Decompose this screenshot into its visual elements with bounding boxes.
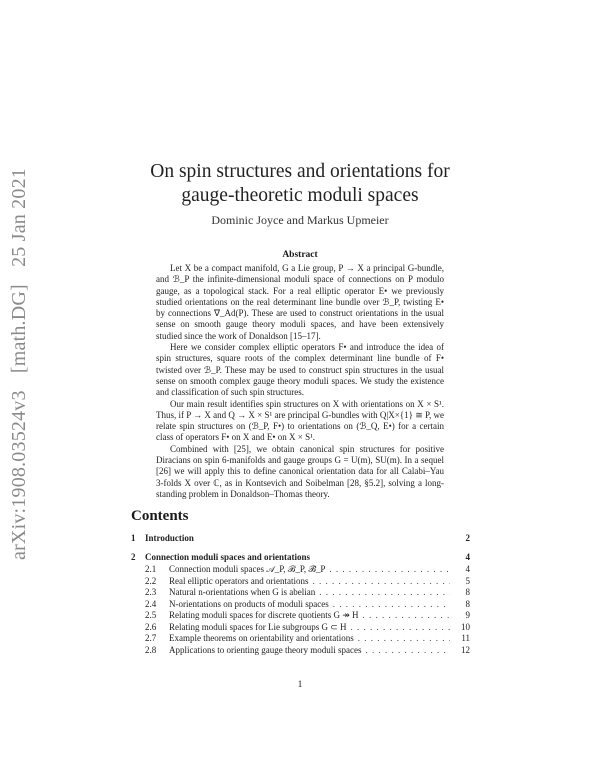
leader-dots (312, 576, 450, 586)
arxiv-stamp (8, 140, 31, 560)
toc-subsection-2-3[interactable]: 2.3 Natural n-orientations when G is abelian . . . 8 (131, 587, 470, 599)
title-line-2: gauge-theoretic moduli spaces (181, 185, 419, 206)
arxiv-date: 25 Jan 2021 (8, 168, 30, 267)
leader-dots (319, 587, 450, 597)
title-line-1: On spin structures and orientations for (150, 161, 450, 182)
toc-subsection-2-7[interactable]: 2.7 Example theorems on orientability and orientations . . . 11 (131, 633, 470, 645)
leader-dots (351, 622, 450, 632)
toc-subsection-2-5[interactable]: 2.5 Relating moduli spaces for discrete quotients G ↠ H . . . 9 (131, 610, 470, 622)
abstract-heading: Abstract (282, 250, 318, 260)
abstract-paragraph: Our main result identifies spin structures on X with orientations on X × S¹. Thus, if P → X and Q → X × S¹ are principal G-bundles with Q|X×{1} ≅ P, we relate spin structures on (ℬ_P, F•) to orientations on (ℬ_Q, E•) for a certain class of operators F• on X and E• on X × S¹. (156, 398, 444, 443)
toc-subsection-2-2[interactable]: 2.2 Real elliptic operators and orientations . . . 5 (131, 576, 470, 588)
toc-subsection-2-8[interactable]: 2.8 Applications to orienting gauge theory moduli spaces . . . 12 (131, 645, 470, 657)
abstract-body (156, 263, 444, 500)
toc-section-2[interactable]: 2 Connection moduli spaces and orientations 4 (131, 551, 470, 562)
leader-dots (329, 564, 450, 574)
toc-subsection-2-4[interactable]: 2.4 N-orientations on products of moduli spaces . . . 8 (131, 599, 470, 611)
toc-subsection-2-1[interactable]: 2.1 Connection moduli spaces 𝒜_P, ℬ_P, ℬ̄_P . . . 4 (131, 564, 470, 576)
page-number: 1 (297, 680, 303, 690)
leader-dots (358, 633, 450, 643)
arxiv-category: [math.DG] (8, 284, 30, 374)
leader-dots (333, 599, 450, 609)
leader-dots (363, 610, 450, 620)
abstract-paragraph: Combined with [25], we obtain canonical spin structures for positive Diracians on spin 6-manifolds and gauge groups G = U(m), SU(m). In a sequel [26] we will apply this to define canonical orientation data for all Calabi–Yau 3-folds X over ℂ, as in Kontsevich and Soibelman [28, §5.2], solving a long-standing problem in Donaldson–Thomas theory. (156, 443, 444, 499)
table-of-contents (131, 533, 470, 656)
abstract-paragraph: Let X be a compact manifold, G a Lie group, P → X a principal G-bundle, and ℬ_P the infinite-dimensional moduli space of connections on P modulo gauge, as a topological stack. For a real elliptic operator E• we previously studied orientations on the real determinant line bundle over ℬ_P, twisting E• by connections ∇_Ad(P). These are used to construct orientations in the usual sense on smooth gauge theory moduli spaces, and have been extensively studied since the work of Donaldson [15–17]. (156, 263, 444, 341)
paper-authors: Dominic Joyce and Markus Upmeier (211, 213, 389, 227)
abstract-paragraph: Here we consider complex elliptic operators F• and introduce the idea of spin structures, square roots of the complex determinant line bundle of F• twisted over ℬ_P. These may be used to construct spin structures in the usual sense on smooth complex gauge theory moduli spaces. We study the existence and classification of such spin structures. (156, 342, 444, 398)
paper-title (120, 160, 480, 208)
leader-dots (365, 645, 450, 655)
arxiv-id: arXiv:1908.03524v3 (8, 390, 30, 560)
contents-heading: Contents (131, 508, 189, 524)
toc-subsection-2-6[interactable]: 2.6 Relating moduli spaces for Lie subgroups G ⊂ H . . . 10 (131, 622, 470, 634)
toc-section-1[interactable]: 1 Introduction 2 (131, 533, 470, 543)
